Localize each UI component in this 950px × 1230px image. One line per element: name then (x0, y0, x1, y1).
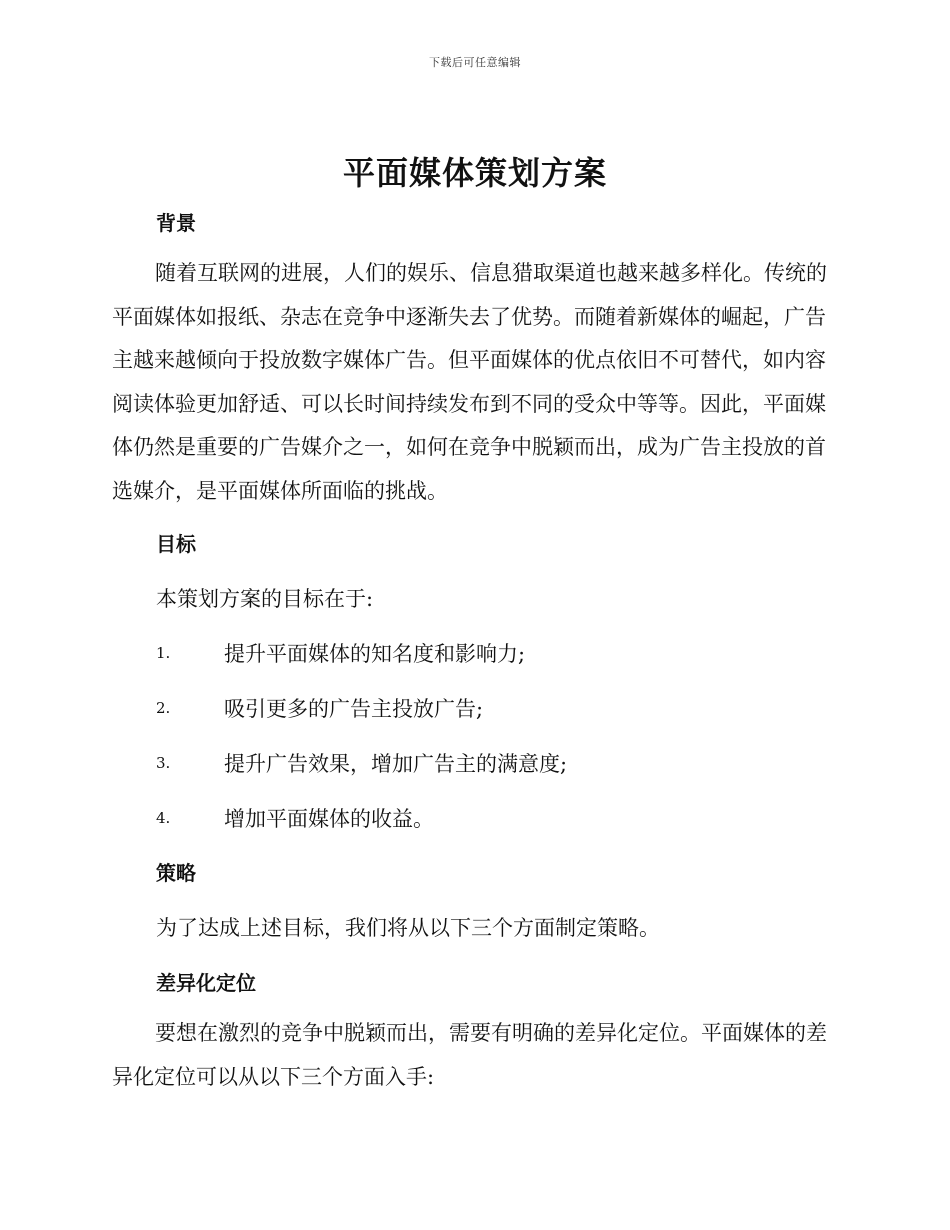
goal-number: 2. (156, 699, 171, 717)
document-title: 平面媒体策划方案 (342, 154, 607, 192)
goal-item (156, 748, 836, 778)
goal-item (156, 638, 836, 668)
goal-number: 4. (156, 809, 171, 827)
background-paragraph: 随着互联网的进展，人们的娱乐、信息猎取渠道也越来越多样化。传统的平面媒体如报纸、杂志在竞争中逐渐失去了优势。而随着新媒体的崛起，广告主越来越倾向于投放数字媒体广告。但平面媒体的优点依旧不可替代，如内容阅读体验更加舒适、可以长时间持续发布到不同的受众中等等。因此，平面媒体仍然是重要的广告媒介之一，如何在竞争中脱颖而出，成为广告主投放的首选媒介，是平面媒体所面临的挑战。 (112, 261, 827, 503)
section-heading-positioning: 差异化定位 (156, 971, 256, 995)
positioning-paragraph: 要想在激烈的竞争中脱颖而出，需要有明确的差异化定位。平面媒体的差异化定位可以从以下三个方面入手: (112, 1021, 827, 1089)
goal-text: 增加平面媒体的收益。 (224, 807, 434, 831)
section-heading-goals: 目标 (156, 532, 196, 556)
goals-intro: 本策划方案的目标在于: (156, 587, 374, 611)
goal-number: 3. (156, 754, 171, 772)
goal-text: 吸引更多的广告主投放广告; (224, 697, 484, 721)
section-heading-background: 背景 (156, 211, 196, 235)
header-note: 下载后可任意编辑 (429, 56, 521, 69)
strategy-intro: 为了达成上述目标，我们将从以下三个方面制定策略。 (156, 916, 660, 940)
goal-item (156, 693, 836, 723)
section-heading-strategy: 策略 (156, 861, 196, 885)
goal-number: 1. (156, 644, 171, 662)
goal-item (156, 803, 836, 833)
goal-text: 提升平面媒体的知名度和影响力; (224, 642, 526, 666)
goal-text: 提升广告效果，增加广告主的满意度; (224, 752, 568, 776)
